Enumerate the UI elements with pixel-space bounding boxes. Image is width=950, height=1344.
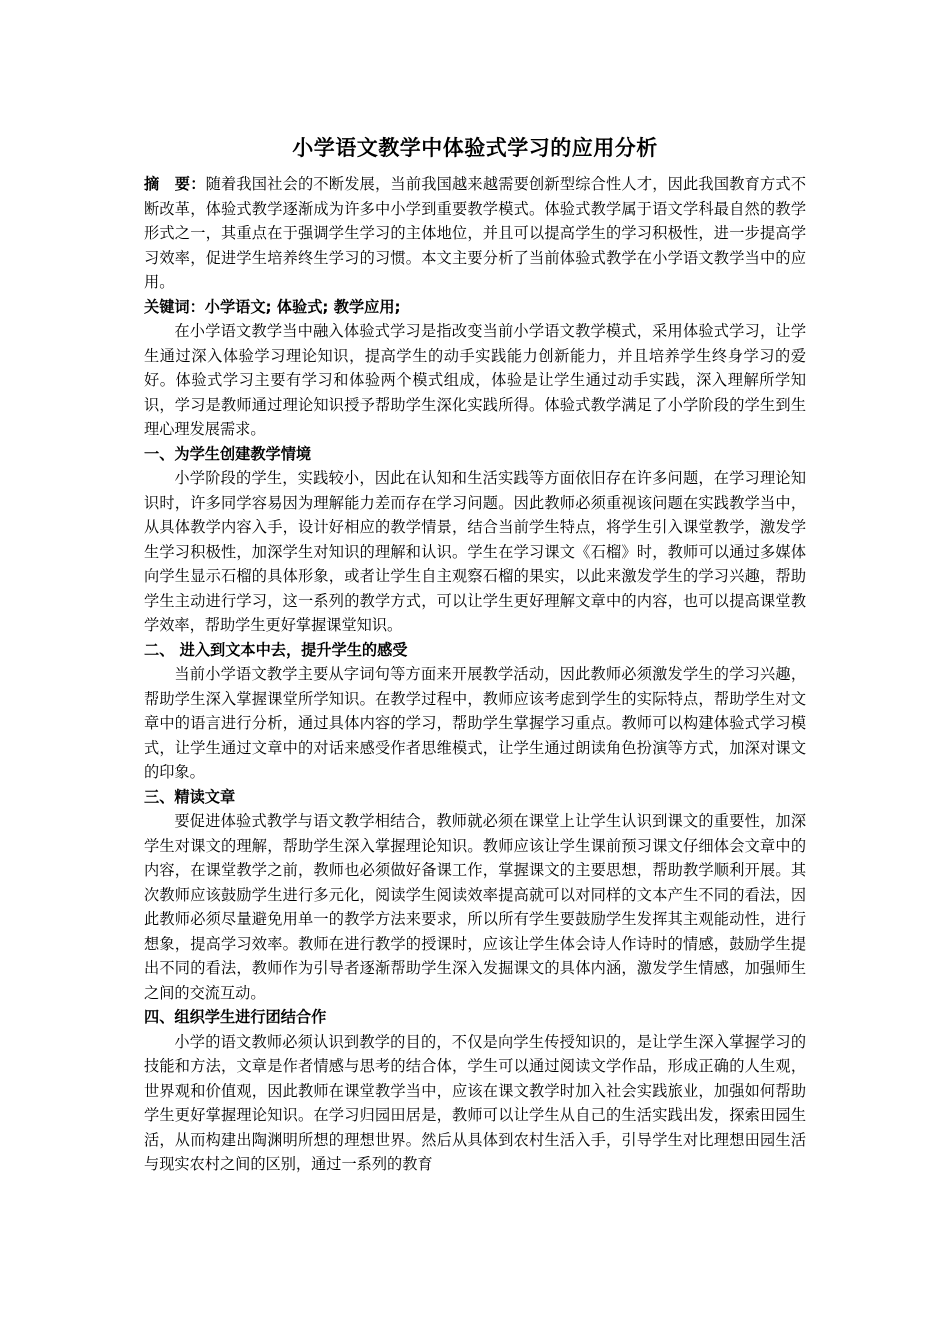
section-heading-2: 二、 进入到文本中去，提升学生的感受	[144, 640, 408, 659]
keywords-label: 关键词：	[144, 297, 205, 316]
keywords-paragraph	[144, 295, 806, 320]
abstract-text: 随着我国社会的不断发展，当前我国越来越需要创新型综合性人才，因此我国教育方式不断改革，体验式教学逐渐成为许多中小学到重要教学模式。体验式教学属于语文学科最自然的教学形式之一，其重点在于强调学生学习的主体地位，并且可以提高学生的学习积极性，进一步提高学习效率，促进学生培养终生学习的习惯。本文主要分析了当前体验式教学在小学语文教学当中的应用。	[144, 175, 807, 291]
section-body-1: 小学阶段的学生，实践较小，因此在认知和生活实践等方面依旧存在许多问题，在学习理论知识时，许多同学容易因为理解能力差而存在学习问题。因此教师必须重视该问题在实践教学当中，从具体教学内容入手，设计好相应的教学情景，结合当前学生特点，将学生引入课堂教学，激发学生学习积极性，加深学生对知识的理解和认识。学生在学习课文《石榴》时，教师可以通过多媒体向学生显示石榴的具体形象，或者让学生自主观察石榴的果实，以此来激发学生的学习兴趣，帮助学生主动进行学习，这一系列的教学方式，可以让学生更好理解文章中的内容，也可以提高课堂教学效率，帮助学生更好掌握课堂知识。	[144, 469, 806, 634]
section-heading-3: 三、精读文章	[144, 787, 236, 806]
document-page	[144, 132, 806, 1177]
section-body-2: 当前小学语文教学主要从字词句等方面来开展教学活动，因此教师必须激发学生的学习兴趣，帮助学生深入掌握课堂所学知识。在教学过程中，教师应该考虑到学生的实际特点，帮助学生对文章中的语言进行分析，通过具体内容的学习，帮助学生掌握学习重点。教师可以构建体验式学习模式，让学生通过文章中的对话来感受作者思维模式，让学生通过朗读角色扮演等方式，加深对课文的印象。	[144, 665, 806, 781]
section-heading-4: 四、组织学生进行团结合作	[144, 1008, 327, 1026]
paper-title: 小学语文教学中体验式学习的应用分析	[292, 136, 658, 160]
section-body-4: 小学的语文教师必须认识到教学的目的，不仅是向学生传授知识的，是让学生深入掌握学习的技能和方法，文章是作者情感与思考的结合体，学生可以通过阅读文学作品，形成正确的人生观，世界观和价值观，因此教师在课堂教学当中，应该在课文教学时加入社会实践旅业，加强如何帮助学生更好掌握理论知识。在学习归园田居是，教师可以让学生从自己的生活实践出发，探索田园生活，从而构建出陶渊明所想的理想世界。然后从具体到农村生活入手，引导学生对比理想田园生活与现实农村之间的区别，通过一系列的教育	[144, 1032, 806, 1173]
section-heading-1: 一、为学生创建教学情境	[144, 444, 312, 463]
section-body-3: 要促进体验式教学与语文教学相结合，教师就必须在课堂上让学生认识到课文的重要性，加深学生对课文的理解，帮助学生深入掌握理论知识。教师应该让学生课前预习课文仔细体会文章中的内容，在课堂教学之前，教师也必须做好备课工作，掌握课文的主要思想，帮助教学顺利开展。其次教师应该鼓励学生进行多元化，阅读学生阅读效率提高就可以对同样的文本产生不同的看法，因此教师必须尽量避免用单一的教学方法来要求，所以所有学生要鼓励学生发挥其主观能动性，进行想象，提高学习效率。教师在进行教学的授课时，应该让学生体会诗人作诗时的情感，鼓励学生提出不同的看法，教师作为引导者逐渐帮助学生深入发掘课文的具体内涵，激发学生情感，加强师生之间的交流互动。	[144, 812, 806, 1002]
keywords-text: 小学语文; 体验式; 教学应用;	[204, 297, 401, 316]
abstract-label: 摘 要：	[144, 175, 206, 193]
abstract-paragraph	[144, 172, 806, 295]
intro-paragraph: 在小学语文教学当中融入体验式学习是指改变当前小学语文教学模式，采用体验式学习，让学生通过深入体验学习理论知识，提高学生的动手实践能力创新能力，并且培养学生终身学习的爱好。体验式学习主要有学习和体验两个模式组成，体验是让学生通过动手实践，深入理解所学知识，学习是教师通过理论知识授予帮助学生深化实践所得。体验式教学满足了小学阶段的学生到生理心理发展需求。	[144, 322, 806, 438]
